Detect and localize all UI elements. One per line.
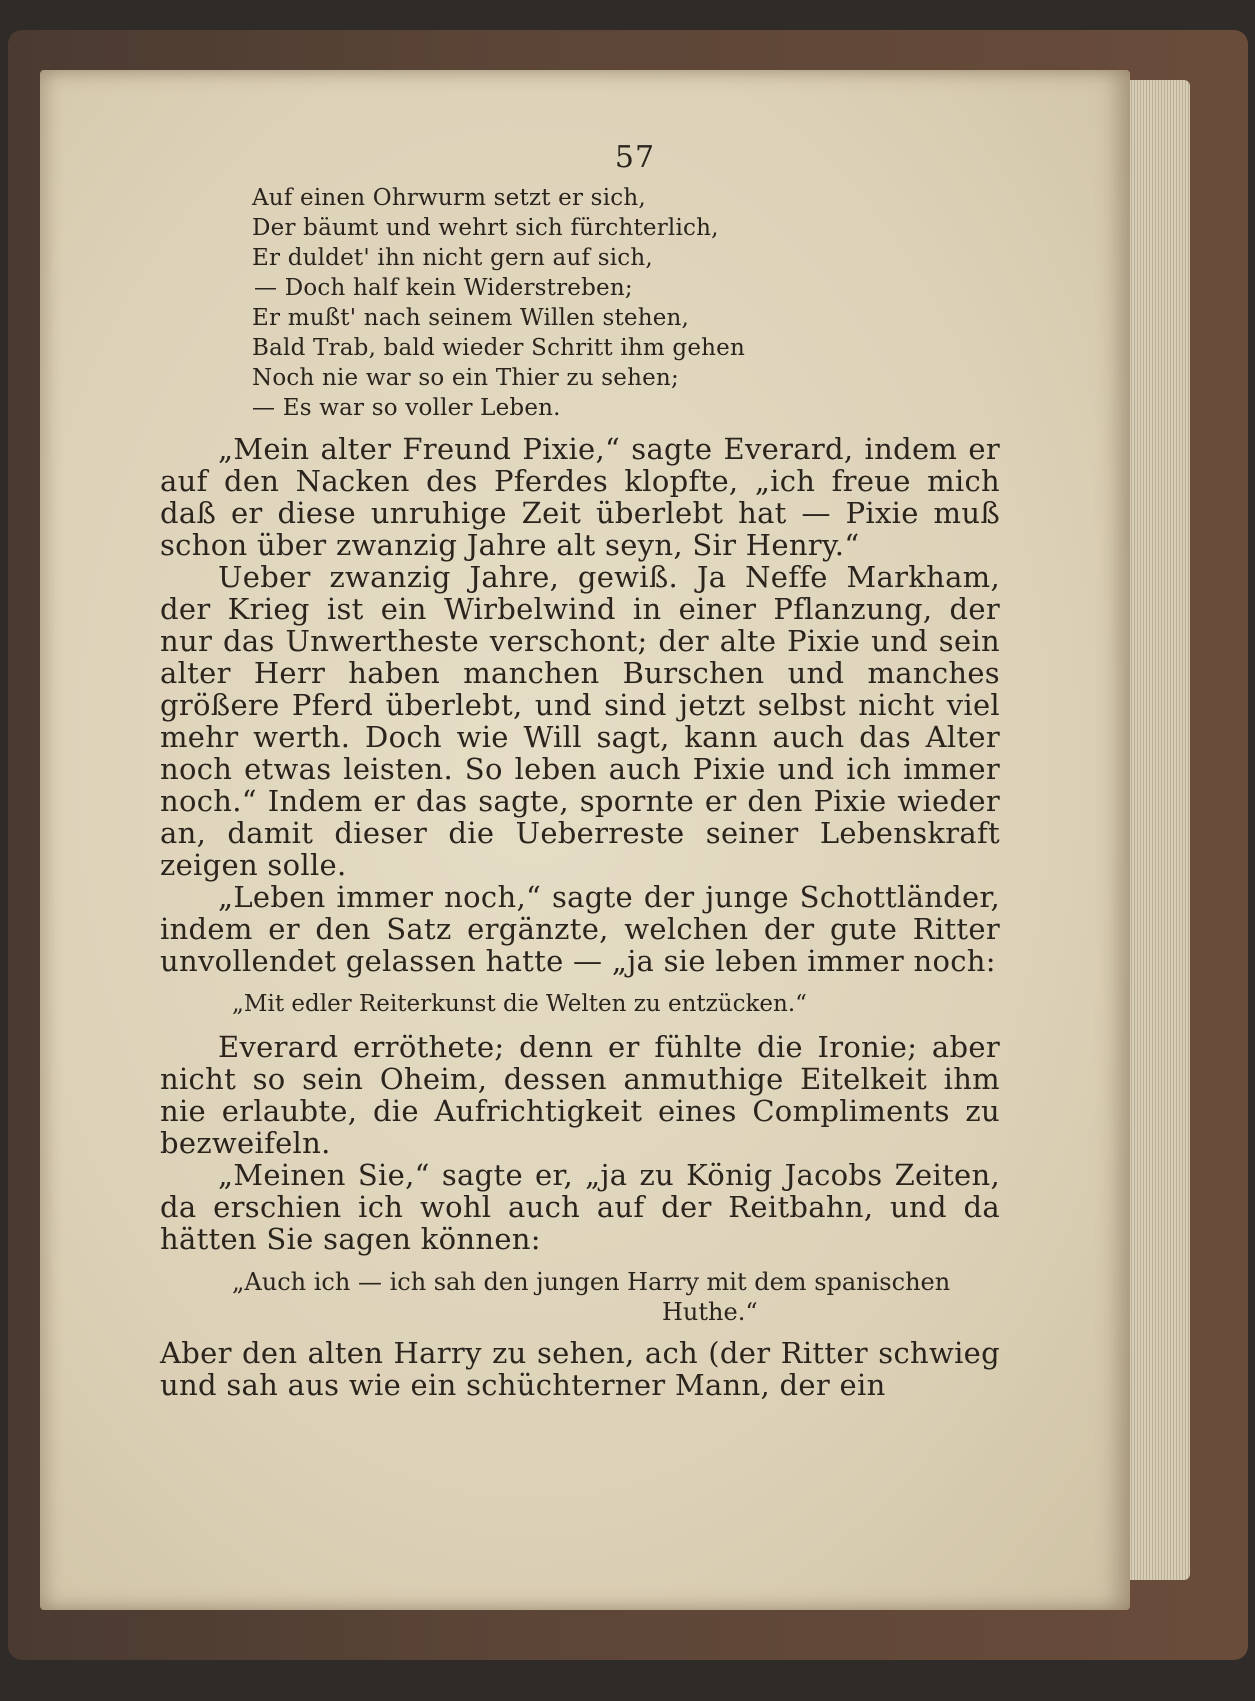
verse-block [252,183,1000,423]
verse-line: — Es war so voller Leben. [252,395,561,421]
quoted-verse [232,1267,1000,1327]
paragraph: Ueber zwanzig Jahre, gewiß. Ja Neffe Markham, der Krieg ist ein Wirbelwind in einer Pflanzung, der nur das Unwertheste verschont; der alte Pixie und sein alter Herr haben manchen Burschen und manches größere Pferd überlebt, und sind jetzt selbst nicht viel mehr werth. Doch wie Will sagt, kann auch das Alter noch etwas leisten. So leben auch Pixie und ich immer noch.“ Indem er das sagte, spornte er den Pixie wieder an, damit dieser die Ueberreste seiner Lebenskraft zeigen solle. [160,560,1000,882]
quoted-line: „Mit edler Reiterkunst die Welten zu entzücken.“ [232,991,807,1017]
paragraph: „Mein alter Freund Pixie,“ sagte Everard, indem er auf den Nacken des Pferdes klopfte, „ich freue mich daß er diese unruhige Zeit überlebt hat — Pixie muß schon über zwanzig Jahre alt seyn, Sir Henry.“ [160,432,1000,562]
page-edges [1120,80,1190,1580]
verse-line: Er mußt' nach seinem Willen stehen, [252,305,690,331]
verse-line: Er duldet' ihn nicht gern auf sich, [252,245,653,271]
verse-line: Der bäumt und wehrt sich fürchterlich, [252,215,719,241]
book-page [40,70,1130,1610]
verse-line: Bald Trab, bald wieder Schritt ihm gehen [252,335,745,361]
paragraph: Everard erröthete; denn er fühlte die Ironie; aber nicht so sein Oheim, dessen anmuthige Eitelkeit ihm nie erlaubte, die Aufrichtigkeit eines Compliments zu bezweifeln. [160,1030,1000,1160]
verse-line: Noch nie war so ein Thier zu sehen; [252,365,679,391]
text-column [160,140,1000,1401]
quoted-verse-line: „Auch ich — ich sah den jungen Harry mit dem spanischen [232,1268,951,1296]
page-number: 57 [614,140,656,175]
paragraph: „Meinen Sie,“ sagte er, „ja zu König Jacobs Zeiten, da erschien ich wohl auch auf der Reitbahn, und da hätten Sie sagen können: [160,1158,1000,1256]
verse-line: — Doch half kein Widerstreben; [254,275,633,301]
quoted-verse-continuation: Huthe.“ [662,1298,758,1326]
closing-paragraph: Aber den alten Harry zu sehen, ach (der Ritter schwieg und sah aus wie ein schüchterner Mann, der ein [160,1336,1000,1402]
paragraph: „Leben immer noch,“ sagte der junge Schottländer, indem er den Satz ergänzte, welchen der gute Ritter unvollendet gelassen hatte — „ja sie leben immer noch: [160,880,1000,978]
verse-line: Auf einen Ohrwurm setzt er sich, [252,185,646,211]
